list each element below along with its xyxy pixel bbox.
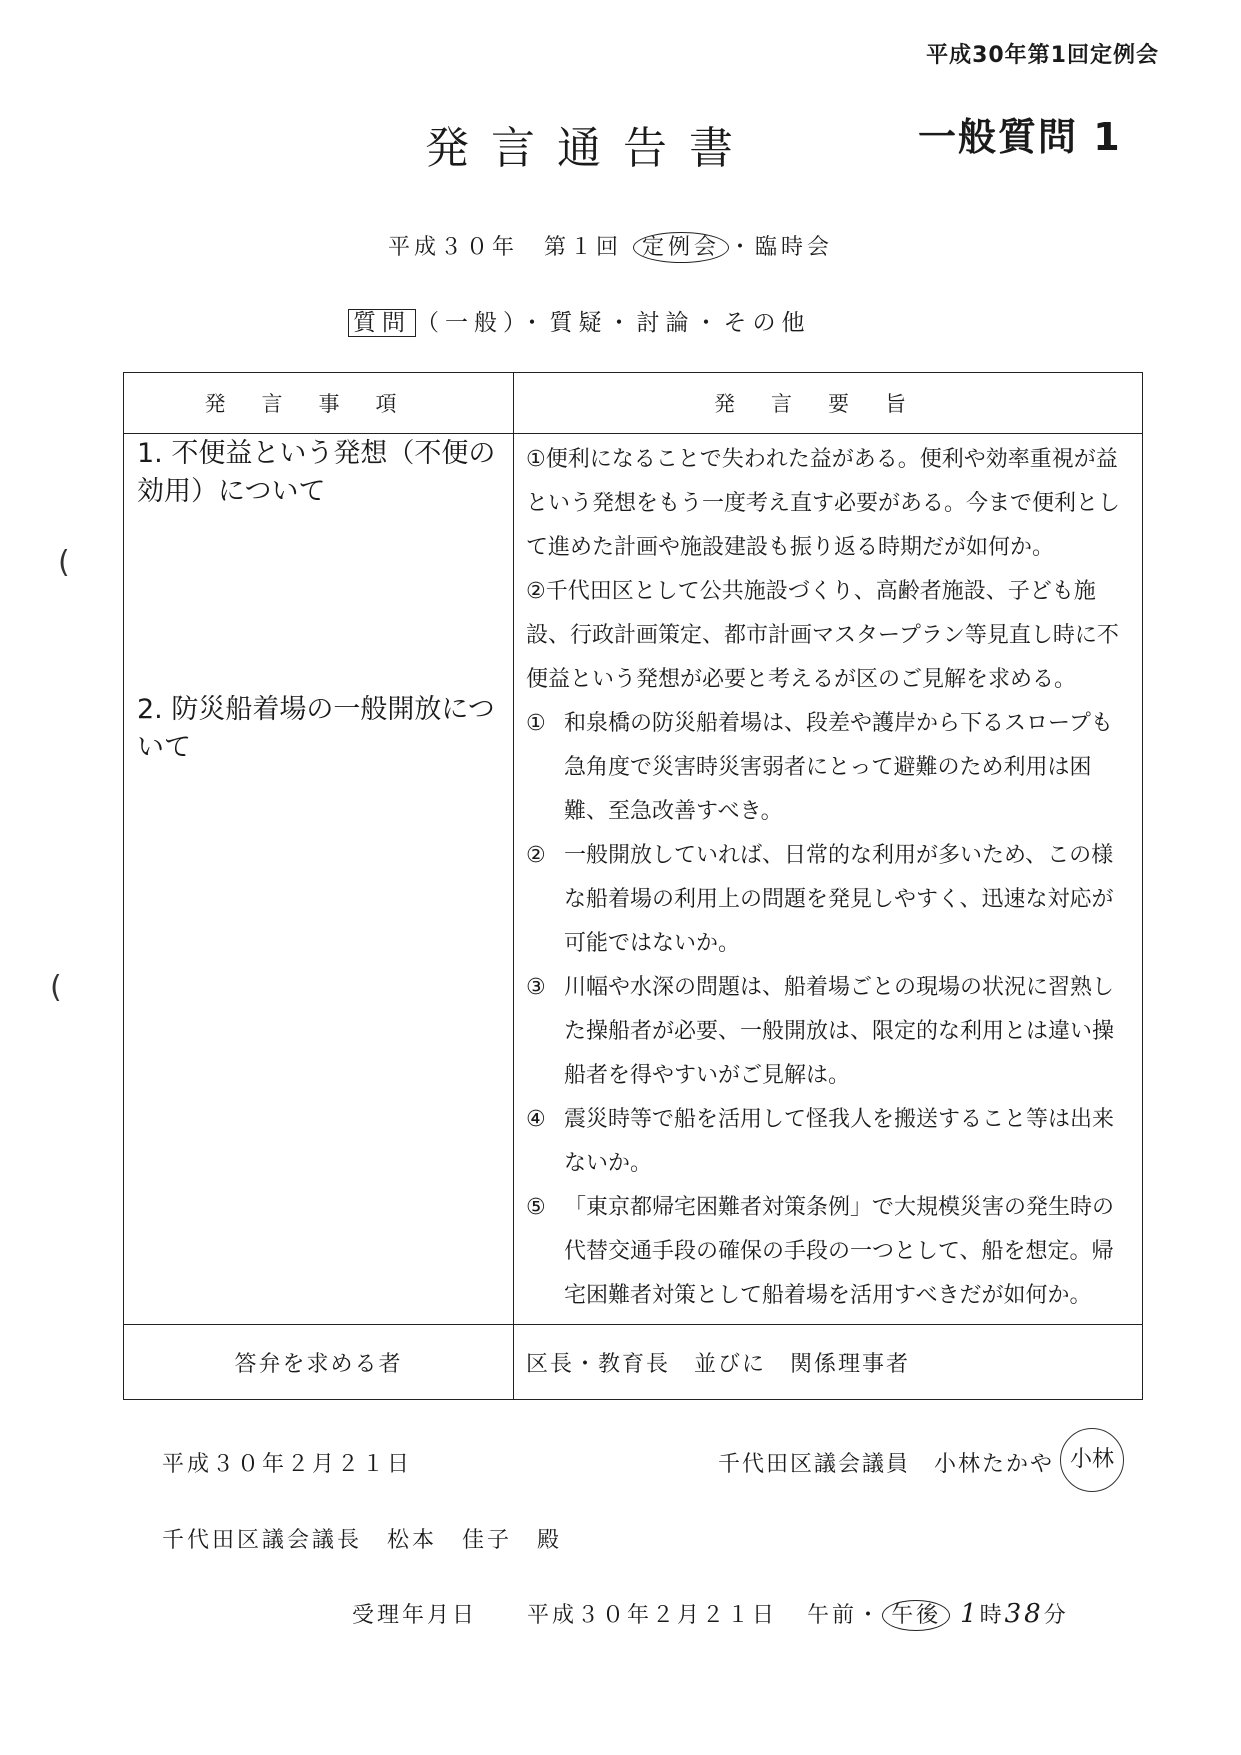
subitem-text: 川幅や水深の問題は、船着場ごとの現場の状況に習熟した操船者が必要、一般開放は、限定的な利用とは違い操船者を得やすいがご見解は。 (564, 975, 1115, 1088)
received-hour: 1 (960, 1599, 980, 1629)
subitem-number: ④ (526, 1107, 546, 1132)
margin-mark: ( (50, 970, 62, 1005)
question-type-line (348, 304, 811, 337)
responder-row (124, 1325, 1143, 1400)
meeting-prefix: 平成３０年 第１回 (388, 235, 623, 260)
header-items: 発言事項 (124, 373, 514, 434)
meeting-other: 臨時会 (755, 235, 834, 260)
received-pm-circled: 午後 (882, 1600, 950, 1631)
summary-paragraph: ①便利になることで失われた益がある。便利や効率重視が益という発想をもう一度考え直す必要がある。今まで便利として進めた計画や施設建設も振り返る時期だが如何か。 (526, 447, 1121, 560)
subitem-text: 震災時等で船を活用して怪我人を搬送すること等は出来ないか。 (564, 1107, 1115, 1176)
received-minute: 38 (1004, 1599, 1044, 1629)
subitem-number: ⑤ (526, 1195, 546, 1220)
received-separator: ・ (857, 1603, 883, 1628)
subitem-text: 「東京都帰宅困難者対策条例」で大規模災害の発生時の代替交通手段の確保の手段の一つとして、船を想定。帰宅困難者対策として船着場を活用すべきだが如何か。 (564, 1195, 1115, 1308)
items-cell (124, 434, 514, 1325)
table-header-row (124, 373, 1143, 434)
member-name: 千代田区議会議員 小林たかや (718, 1452, 1055, 1477)
personal-seal: 小林 (1060, 1428, 1124, 1492)
received-label: 受理年月日 (352, 1603, 478, 1628)
session-label: 平成30年第1回定例会 (926, 43, 1159, 68)
subitem-number: ② (526, 843, 546, 868)
summary-subitem (526, 834, 1132, 966)
subitem-text: 一般開放していれば、日常的な利用が多いため、この様な船着場の利用上の問題を発見しやすく、迅速な対応が可能ではないか。 (564, 843, 1114, 956)
question-type-rest: （一般）・質疑・討論・その他 (416, 310, 811, 336)
responder-label: 答弁を求める者 (124, 1325, 514, 1400)
document-subtitle: 一般質問 1 (918, 115, 1122, 159)
summary-subitem (526, 702, 1132, 834)
question-type-selected-boxed: 質問 (348, 309, 416, 337)
addressee-chair: 千代田区議会議長 松本 佳子 殿 (162, 1528, 563, 1553)
margin-mark: ( (58, 545, 70, 580)
notice-table (123, 372, 1143, 1400)
summary-subitem (526, 966, 1132, 1098)
meeting-selected-circled: 定例会 (633, 232, 729, 263)
subitem-number: ③ (526, 975, 546, 1000)
table-content-row (124, 434, 1143, 1325)
received-am: 午前 (807, 1603, 858, 1628)
document-title: 発言通告書 (425, 123, 755, 174)
received-line (352, 1598, 1069, 1629)
summary-subitem (526, 1186, 1132, 1318)
subitem-text: 和泉橋の防災船着場は、段差や護岸から下るスロープも急角度で災害時災害弱者にとって避難のため利用は困難、至急改善すべき。 (564, 711, 1113, 824)
meeting-type-line (388, 230, 833, 261)
summary-subitem (526, 1098, 1132, 1186)
received-hour-unit: 時 (979, 1603, 1005, 1628)
submission-date: 平成３０年２月２１日 (162, 1452, 413, 1477)
received-date: 平成３０年２月２１日 (527, 1603, 778, 1628)
subitem-number: ① (526, 711, 546, 736)
item-2-title: 2. 防災船着場の一般開放について (137, 694, 495, 763)
responder-value: 区長・教育長 並びに 関係理事者 (514, 1325, 1143, 1400)
summary-paragraph: ②千代田区として公共施設づくり、高齢者施設、子ども施設、行政計画策定、都市計画マスタープラン等見直し時に不便益という発想が必要と考えるが区のご見解を求める。 (526, 579, 1119, 692)
item-1-title: 1. 不便益という発想（不便の効用）について (137, 438, 496, 507)
header-summary: 発言要旨 (514, 373, 1143, 434)
meeting-separator: ・ (729, 235, 756, 260)
received-minute-unit: 分 (1043, 1603, 1069, 1628)
summary-cell (514, 434, 1143, 1325)
